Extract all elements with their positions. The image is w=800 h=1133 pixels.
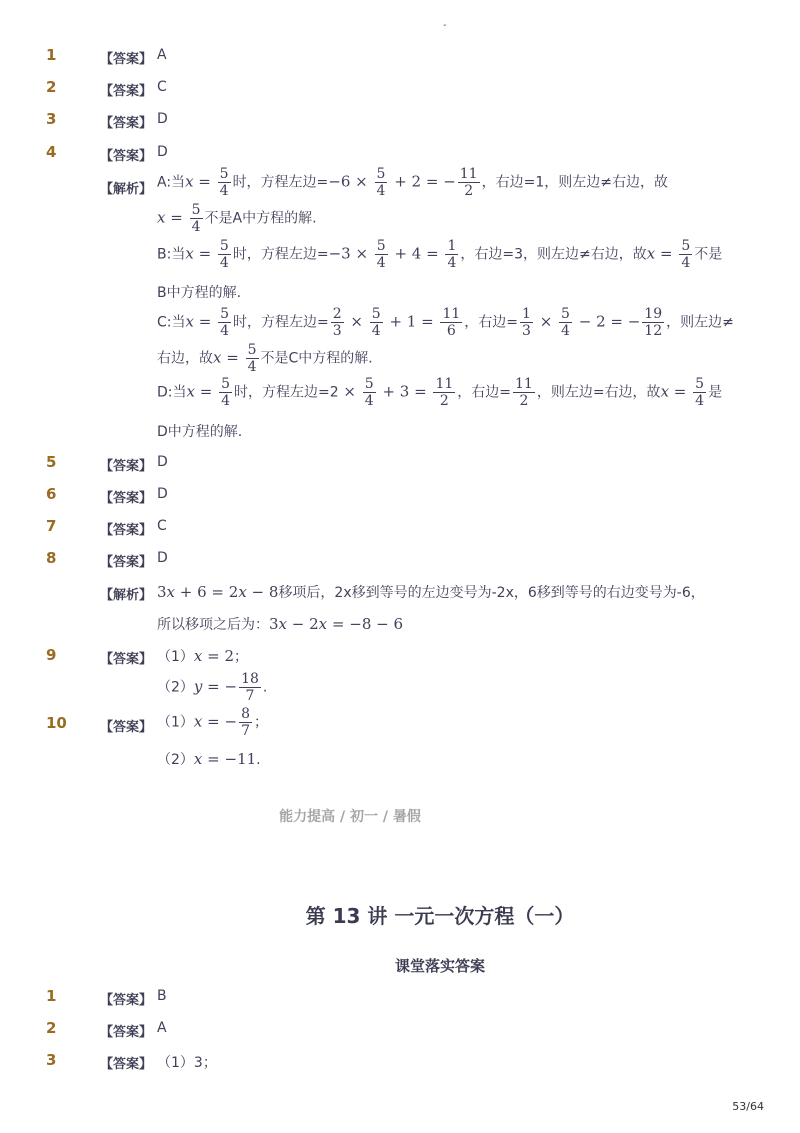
answer-value: C (157, 518, 167, 534)
analysis-tag: 【解析】 (100, 182, 153, 197)
question-number: 10 (46, 714, 67, 732)
answer-tag: 【答案】 (100, 1025, 153, 1040)
question-number: 7 (46, 517, 57, 535)
analysis-q8-line2: 所以移项之后为：3x − 2x = −8 − 6 (157, 615, 404, 633)
answer-tag: 【答案】 (100, 652, 153, 667)
section-title: 课堂落实答案 (394, 957, 485, 975)
answer-tag: 【答案】 (100, 84, 153, 99)
page-number: 53/64 (732, 1100, 764, 1113)
q9-part2: （2）y = − $\frac{18}{7}$ . (157, 671, 268, 704)
footer-breadcrumb: 能力提高 / 初一 / 暑假 (279, 809, 421, 825)
answer-tag: 【答案】 (100, 1057, 153, 1072)
analysis-b-line1: B:当x = $\frac{5}{4}$ 时，方程左边=−3 × $\frac{5}{4}$ + 4 = $\frac{1}{4}$ ，右边=3，则左边≠右边，故x = $\frac{5}{4}$ 不是 (157, 238, 723, 271)
question-number: 3 (46, 1051, 57, 1069)
question-number: 5 (46, 453, 57, 471)
q10-part2: （2）x = −11. (157, 750, 261, 768)
question-number: 4 (46, 143, 57, 161)
question-number: 2 (46, 78, 57, 96)
question-number: 9 (46, 646, 57, 664)
header-mark: - (443, 20, 447, 31)
answer-tag: 【答案】 (100, 459, 153, 474)
answer-value: D (157, 486, 168, 502)
answer-value: A (157, 1020, 167, 1036)
analysis-a-line2: x = $\frac{5}{4}$ 不是A中方程的解. (157, 202, 317, 235)
answer-value: B (157, 988, 167, 1004)
question-number: 1 (46, 987, 57, 1005)
answer-tag: 【答案】 (100, 116, 153, 131)
answer-tag: 【答案】 (100, 52, 153, 67)
analysis-d-line2: D中方程的解. (157, 424, 243, 440)
analysis-a-line1: A:当x = $\frac{5}{4}$ 时，方程左边=−6 × $\frac{5}{4}$ + 2 = − $\frac{11}{2}$ ，右边=1，则左边≠右边，故 (157, 166, 668, 199)
question-number: 6 (46, 485, 57, 503)
lecture-title: 第 13 讲 一元一次方程（一） (305, 904, 575, 928)
q10-part1: （1）x = − $\frac{8}{7}$ ； (157, 706, 268, 739)
answer-value: D (157, 454, 168, 470)
analysis-tag: 【解析】 (100, 588, 153, 603)
question-number: 8 (46, 549, 57, 567)
answer-value: A (157, 47, 167, 63)
answer-tag: 【答案】 (100, 523, 153, 538)
answer-tag: 【答案】 (100, 555, 153, 570)
question-number: 3 (46, 110, 57, 128)
analysis-c-line2: 右边，故x = $\frac{5}{4}$ 不是C中方程的解. (157, 342, 373, 375)
answer-tag: 【答案】 (100, 149, 153, 164)
answer-value: D (157, 144, 168, 160)
answer-value: （1）3； (157, 1055, 217, 1071)
answer-tag: 【答案】 (100, 993, 153, 1008)
analysis-d-line1: D:当x = $\frac{5}{4}$ 时，方程左边=2 × $\frac{5}{4}$ + 3 = $\frac{11}{2}$ ，右边= $\frac{11}{2}$ ，则左边=右边，故x = $\frac{5}{4}$ 是 (157, 376, 723, 409)
analysis-q8-line1: 3x + 6 = 2x − 8移项后，2x移到等号的左边变号为-2x，6移到等号的右边变号为-6， (157, 583, 705, 601)
answer-value: D (157, 111, 168, 127)
question-number: 1 (46, 46, 57, 64)
answer-value: C (157, 79, 167, 95)
analysis-c-line1: C:当x = $\frac{5}{4}$ 时，方程左边= $\frac{2}{3}$ × $\frac{5}{4}$ + 1 = $\frac{11}{6}$ ，右边= $\frac{1}{3}$ × $\frac{5}{4}$ − 2 = − $\frac{19}{12}$ ，则左边≠ (157, 306, 734, 339)
question-number: 2 (46, 1019, 57, 1037)
answer-value: D (157, 550, 168, 566)
q9-part1: （1）x = 2； (157, 647, 249, 665)
answer-tag: 【答案】 (100, 491, 153, 506)
analysis-b-line2: B中方程的解. (157, 285, 242, 301)
answer-tag: 【答案】 (100, 720, 153, 735)
